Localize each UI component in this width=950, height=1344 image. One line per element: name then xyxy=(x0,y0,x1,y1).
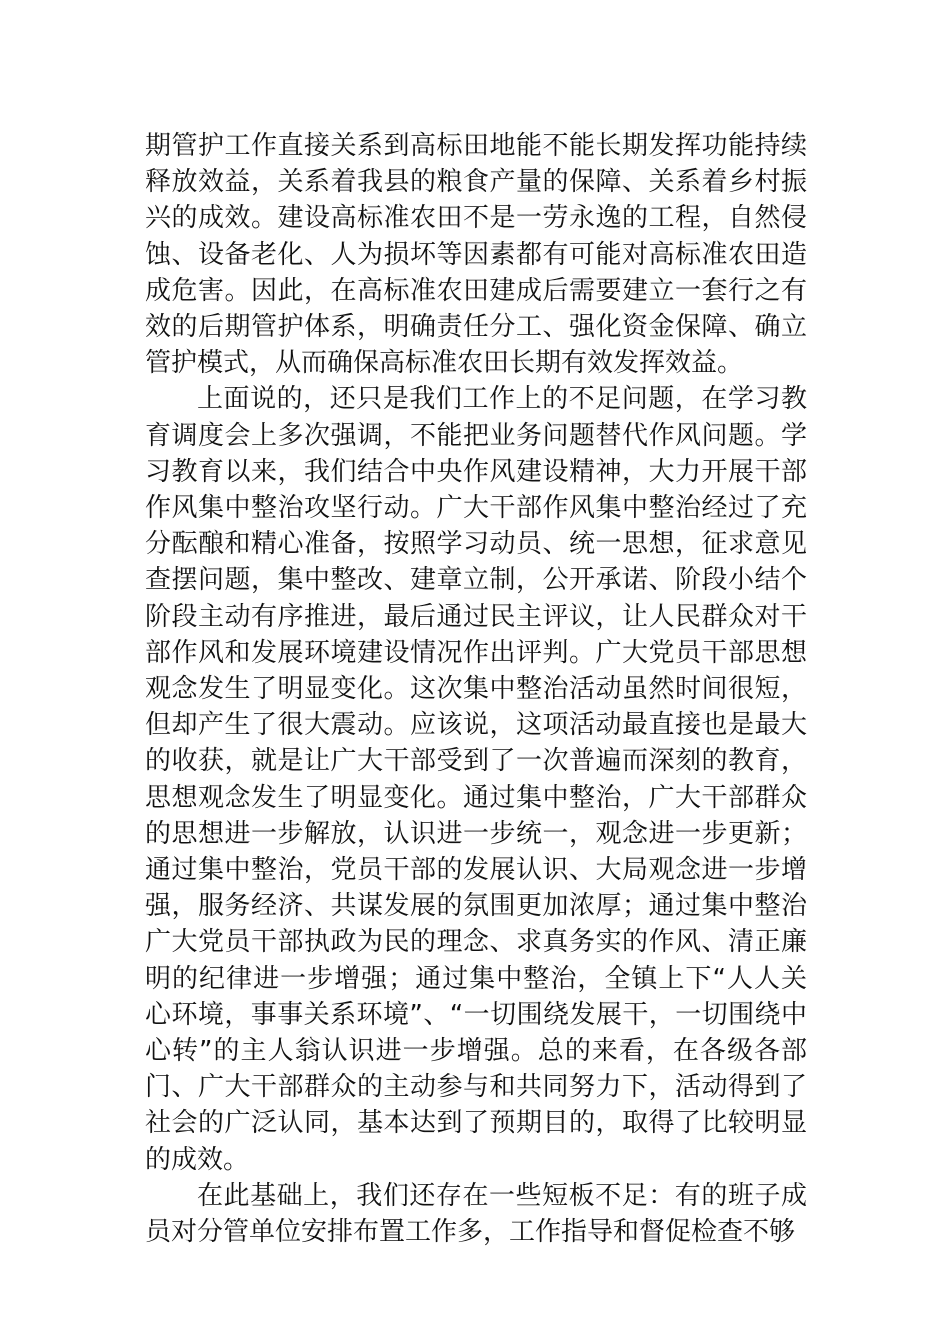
document-body xyxy=(145,128,807,1250)
paragraph-3: 在此基础上，我们还存在一些短板不足：有的班子成员对分管单位安排布置工作多，工作指导和督促检查不够 xyxy=(145,1180,807,1248)
paragraph-1: 期管护工作直接关系到高标田地能不能长期发挥功能持续释放效益，关系着我县的粮食产量的保障、关系着乡村振兴的成效。建设高标准农田不是一劳永逸的工程，自然侵蚀、设备老化、人为损坏等因素都有可能对高标准农田造成危害。因此，在高标准农田建成后需要建立一套行之有效的后期管护体系，明确责任分工、强化资金保障、确立管护模式，从而确保高标准农田长期有效发挥效益。 xyxy=(145,131,807,379)
paragraph-2: 上面说的，还只是我们工作上的不足问题，在学习教育调度会上多次强调，不能把业务问题替代作风问题。学习教育以来，我们结合中央作风建设精神，大力开展干部作风集中整治攻坚行动。广大干部作风集中整治经过了充分酝酿和精心准备，按照学习动员、统一思想，征求意见查摆问题，集中整改、建章立制，公开承诺、阶段小结个阶段主动有序推进，最后通过民主评议，让人民群众对干部作风和发展环境建设情况作出评判。广大党员干部思想观念发生了明显变化。这次集中整治活动虽然时间很短，但却产生了很大震动。应该说，这项活动最直接也是最大的收获，就是让广大干部受到了一次普遍而深刻的教育，思想观念发生了明显变化。通过集中整治，广大干部群众的思想进一步解放，认识进一步统一，观念进一步更新；通过集中整治，党员干部的发展认识、大局观念进一步增强，服务经济、共谋发展的氛围更加浓厚；通过集中整治广大党员干部执政为民的理念、求真务实的作风、清正廉明的纪律进一步增强；通过集中整治，全镇上下“人人关心环境，事事关系环境”、“一切围绕发展干，一切围绕中心转”的主人翁认识进一步增强。总的来看，在各级各部门、广大干部群众的主动参与和共同努力下，活动得到了社会的广泛认同，基本达到了预期目的，取得了比较明显的成效。 xyxy=(145,384,807,1175)
